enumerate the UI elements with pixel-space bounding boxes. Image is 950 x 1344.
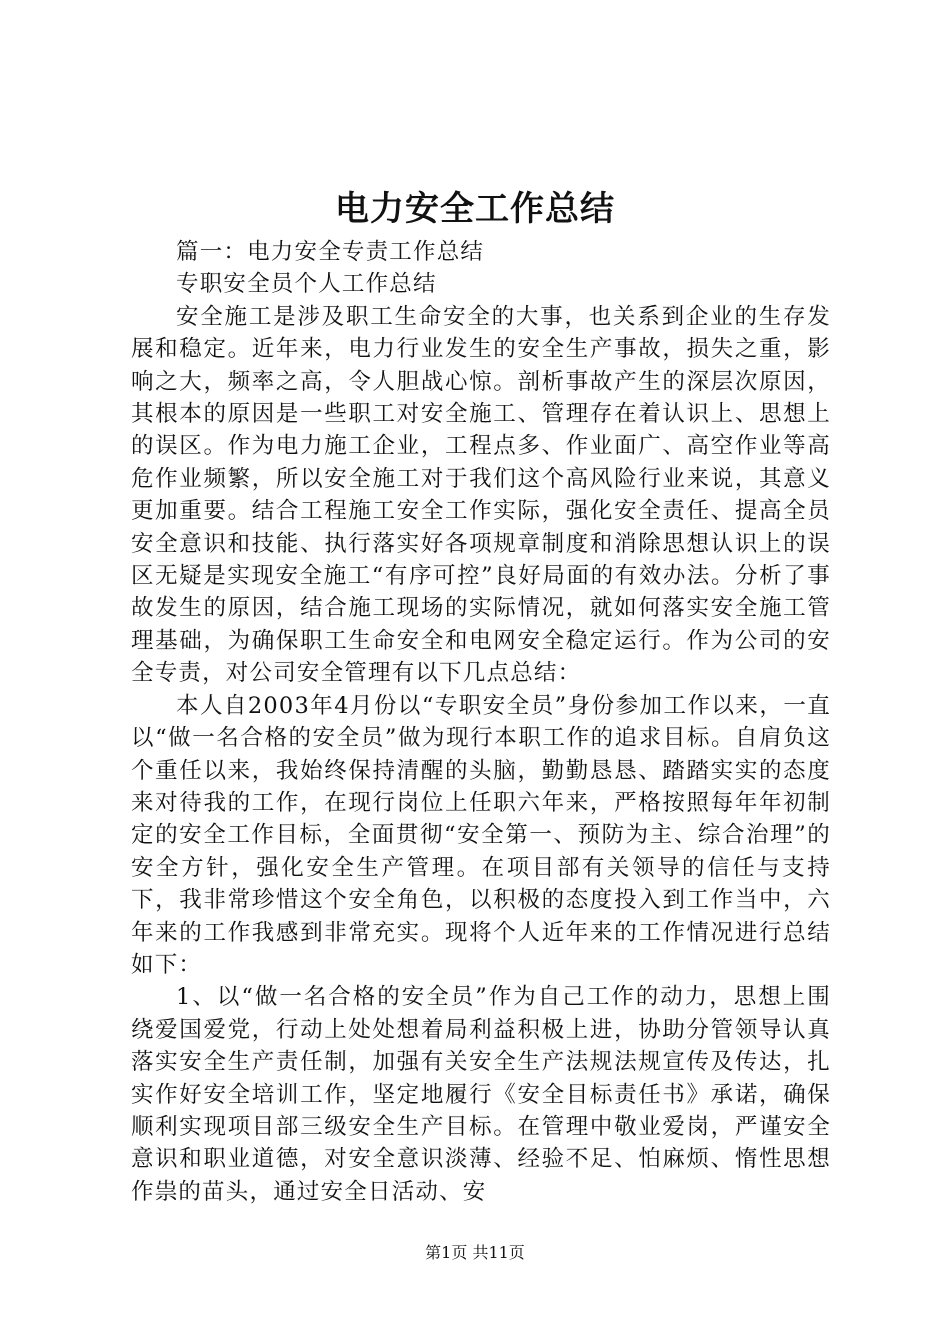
page-number-footer: 第1页 共11页 [425, 1243, 525, 1262]
document-title: 电力安全工作总结 [335, 189, 615, 229]
document-body [131, 236, 831, 1208]
body-paragraph: 本人自2003年4月份以“专职安全员”身份参加工作以来，一直以“做一名合格的安全员”做为现行本职工作的追求目标。自肩负这个重任以来，我始终保持清醒的头脑，勤勤恳恳、踏踏实实的态度来对待我的工作，在现行岗位上任职六年来，严格按照每年年初制定的安全工作目标，全面贯彻“安全第一、预防为主、综合治理”的安全方针，强化安全生产管理。在项目部有关领导的信任与支持下，我非常珍惜这个安全角色，以积极的态度投入到工作当中，六年来的工作我感到非常充实。现将个人近年来的工作情况进行总结如下： [131, 692, 831, 978]
subtitle-line: 篇一：电力安全专责工作总结 [176, 239, 485, 265]
subtitle-line: 专职安全员个人工作总结 [176, 271, 437, 298]
body-paragraph: 安全施工是涉及职工生命安全的大事，也关系到企业的生存发展和稳定。近年来，电力行业发生的安全生产事故，损失之重，影响之大，频率之高，令人胆战心惊。剖析事故产生的深层次原因，其根本的原因是一些职工对安全施工、管理存在着认识上、思想上的误区。作为电力施工企业，工程点多、作业面广、高空作业等高危作业频繁，所以安全施工对于我们这个高风险行业来说，其意义更加重要。结合工程施工安全工作实际，强化安全责任、提高全员安全意识和技能、执行落实好各项规章制度和消除思想认识上的误区无疑是实现安全施工“有序可控”良好局面的有效办法。分析了事故发生的原因，结合施工现场的实际情况，就如何落实安全施工管理基础，为确保职工生命安全和电网安全稳定运行。作为公司的安全专责，对公司安全管理有以下几点总结： [131, 303, 831, 687]
body-paragraph: 1、以“做一名合格的安全员”作为自己工作的动力，思想上围绕爱国爱党，行动上处处想着局利益积极上进，协助分管领导认真落实安全生产责任制，加强有关安全生产法规法规宣传及传达，扎实作好安全培训工作，坚定地履行《安全目标责任书》承诺，确保顺利实现项目部三级安全生产目标。在管理中敬业爱岗，严谨安全意识和职业道德，对安全意识淡薄、经验不足、怕麻烦、惰性思想作祟的苗头，通过安全日活动、安 [131, 984, 831, 1205]
